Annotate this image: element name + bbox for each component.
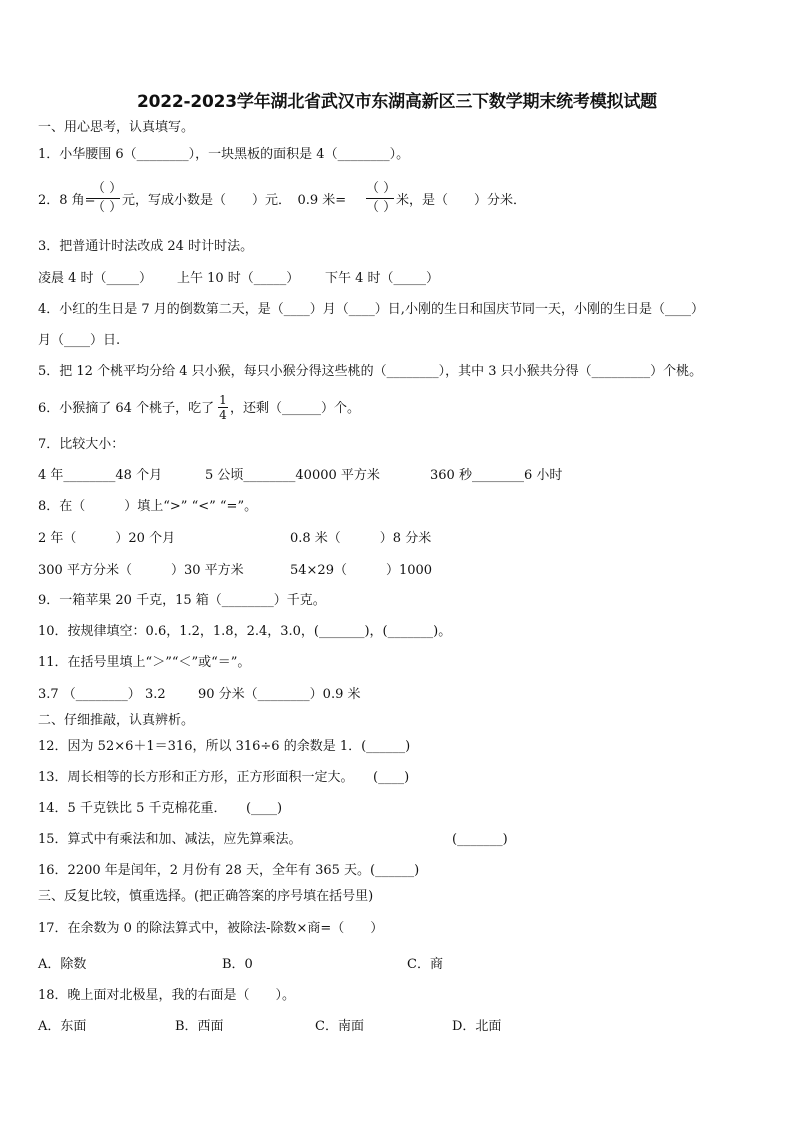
question-17: 17．在余数为 0 的除法算式中，被除法-除数×商=（ ）	[38, 921, 384, 936]
question-4-line-1: 4．小红的生日是 7 月的倒数第二天，是（____）月（____）日,小刚的生日和国庆节同一天，小刚的生日是（____）	[38, 302, 704, 317]
fraction-blank-2	[366, 181, 397, 216]
question-7-item-3: 360 秒________6 小时	[430, 468, 563, 483]
question-10: 10．按规律填空：0.6，1.2，1.8，2.4，3.0，(_______)，(_______)。	[38, 624, 452, 639]
question-18-option-a: A．东面	[38, 1019, 87, 1034]
question-18-option-c: C．南面	[315, 1019, 364, 1034]
question-7-item-1: 4 年________48 个月	[38, 468, 163, 483]
question-4-line-2: 月（____）日.	[38, 333, 121, 348]
section-2-heading: 二、仔细推敲，认真辨析。	[38, 713, 195, 728]
question-13: 13．周长相等的长方形和正方形，正方形面积一定大。 (____)	[38, 770, 410, 785]
fraction-bar	[366, 198, 394, 199]
fraction-numerator: 1	[219, 393, 227, 407]
question-7: 7．比较大小：	[38, 437, 125, 452]
question-15-blank: (_______)	[452, 832, 508, 847]
fraction-blank-2-denominator: （ ）	[366, 200, 397, 215]
question-7-item-2: 5 公顷________40000 平方米	[205, 468, 380, 483]
fraction-blank-1	[92, 181, 123, 216]
question-8-item-1: 2 年（ ）20 个月	[38, 531, 176, 546]
question-3-item-2: 上午 10 时（_____）	[177, 271, 300, 286]
fraction-blank-1-denominator: （ ）	[92, 200, 123, 215]
question-11-item-2: 90 分米（________）0.9 米	[198, 687, 361, 702]
question-8: 8．在（ ）填上“>” “<” “=”。	[38, 499, 258, 514]
question-8-item-2: 0.8 米（ ）8 分米	[290, 531, 432, 546]
question-6-prefix: 6．小猴摘了 64 个桃子，吃了	[38, 401, 215, 416]
fraction-blank-2-numerator: （ ）	[366, 181, 397, 196]
question-3-item-3: 下午 4 时（_____）	[325, 271, 440, 286]
fraction-one-quarter	[218, 394, 228, 421]
question-2-prefix: 2．8 角=	[38, 193, 96, 208]
question-17-option-b: B．0	[222, 957, 253, 972]
section-3-heading: 三、反复比较，慎重选择。(把正确答案的序号填在括号里)	[38, 889, 374, 904]
question-3-item-1: 凌晨 4 时（_____）	[38, 271, 153, 286]
fraction-denominator: 4	[219, 408, 227, 422]
page-title: 2022-2023学年湖北省武汉市东湖高新区三下数学期末统考模拟试题	[137, 92, 657, 112]
fraction-bar	[92, 198, 120, 199]
question-17-option-c: C．商	[407, 957, 443, 972]
question-11: 11．在括号里填上“＞”“＜”或“＝”。	[38, 655, 251, 670]
question-5: 5．把 12 个桃平均分给 4 只小猴，每只小猴分得这些桃的（________），其中 3 只小猴共分得（_________）个桃。	[38, 364, 703, 379]
question-1: 1．小华腰围 6（________），一块黑板的面积是 4（________）。	[38, 147, 410, 162]
question-17-option-a: A．除数	[38, 957, 87, 972]
question-8-item-4: 54×29（ ）1000	[290, 563, 433, 578]
question-8-item-3: 300 平方分米（ ）30 平方米	[38, 563, 244, 578]
question-15: 15．算式中有乘法和加、减法，应先算乘法。	[38, 832, 302, 847]
question-14: 14．5 千克铁比 5 千克棉花重． (____)	[38, 801, 283, 816]
question-18-option-b: B．西面	[175, 1019, 224, 1034]
fraction-blank-1-numerator: （ ）	[92, 181, 123, 196]
question-12: 12．因为 52×6＋1＝316，所以 316÷6 的余数是 1．(______)	[38, 739, 411, 754]
section-1-heading: 一、用心思考，认真填写。	[38, 120, 195, 135]
question-18-option-d: D．北面	[452, 1019, 502, 1034]
question-2-suffix: 米，是（ ）分米．	[396, 193, 527, 208]
question-18: 18．晚上面对北极星，我的右面是（ ）。	[38, 988, 296, 1003]
question-9: 9．一箱苹果 20 千克，15 箱（________）千克。	[38, 593, 326, 608]
question-16: 16．2200 年是闰年，2 月份有 28 天，全年有 365 天。(______)	[38, 863, 420, 878]
question-6-suffix: ，还剩（______）个。	[230, 401, 361, 416]
question-3: 3．把普通计时法改成 24 时计时法。	[38, 239, 254, 254]
question-2-middle: 元，写成小数是（ ）元． 0.9 米=	[122, 193, 347, 208]
question-11-item-1: 3.7 （________） 3.2	[38, 687, 166, 702]
